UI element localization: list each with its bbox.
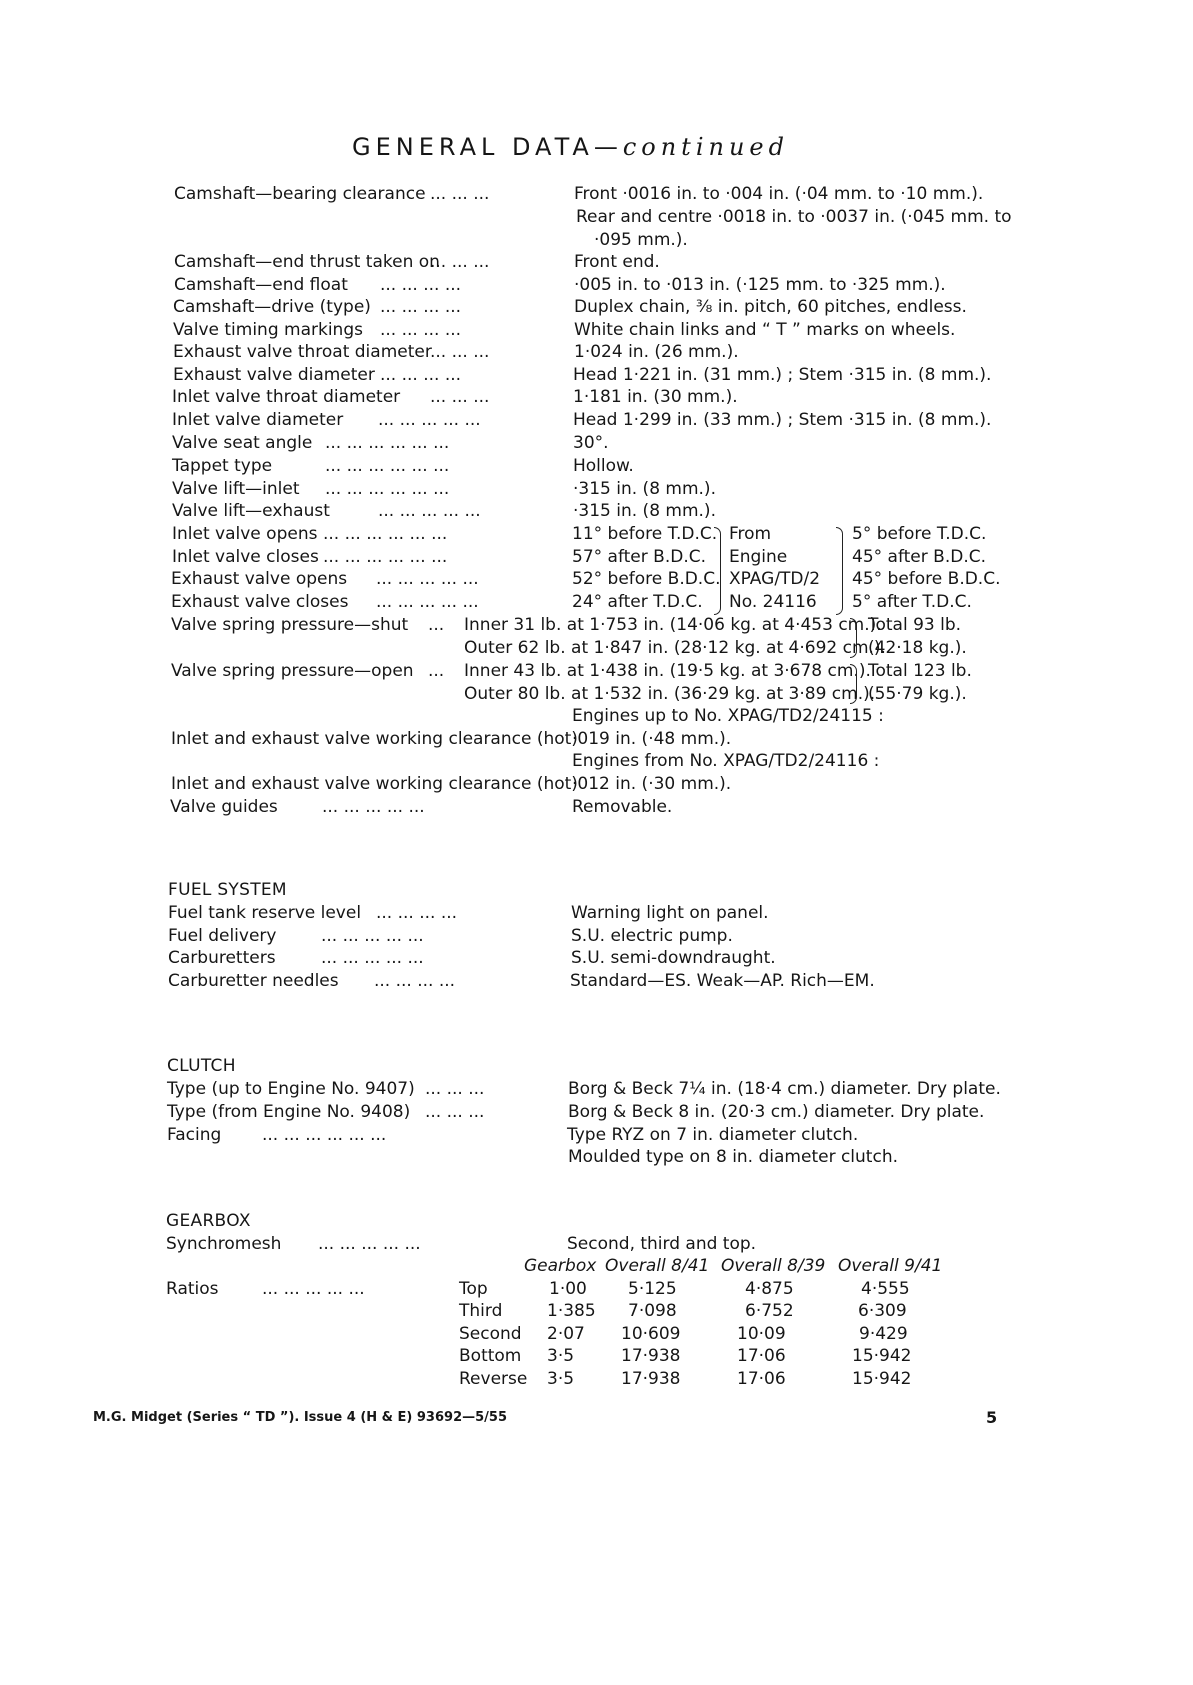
spring-open-inner: Inner 43 lb. at 1·438 in. (19·5 kg. at 3·678 cm.). — [464, 661, 871, 681]
inlet-diameter-label: Inlet valve diameter — [172, 410, 344, 430]
inlet-closes-value: 57° after B.D.C. — [572, 547, 706, 567]
clearance-value-2: ·012 in. (·30 mm.). — [572, 774, 732, 794]
fuel-reserve-value: Warning light on panel. — [571, 903, 769, 923]
exhaust-opens-value: 52° before B.D.C. — [572, 569, 721, 589]
ratio-cell: 2·07 — [547, 1324, 585, 1344]
leader-dots: ... ... ... ... ... ... — [325, 479, 450, 499]
gear-name: Reverse — [459, 1369, 528, 1389]
exhaust-diameter-value: Head 1·221 in. (31 mm.) ; Stem ·315 in. (8 mm.). — [573, 365, 992, 385]
exhaust-diameter-label: Exhaust valve diameter — [173, 365, 375, 385]
leader-dots: ... ... ... ... ... — [376, 592, 479, 612]
leader-dots: ... ... ... ... — [380, 297, 462, 317]
ratio-cell: 7·098 — [628, 1301, 677, 1321]
camshaft-bearing-value-line2: Rear and centre ·0018 in. to ·0037 in. (·045 mm. to — [576, 207, 1012, 227]
valve-timing-markings-label: Valve timing markings — [173, 320, 363, 340]
spring-shut-inner: Inner 31 lb. at 1·753 in. (14·06 kg. at 4·453 cm.). — [464, 615, 882, 635]
inlet-throat-label: Inlet valve throat diameter — [172, 387, 401, 407]
leader-dots: ... ... ... — [430, 387, 490, 407]
leader-dots: ... ... ... ... ... ... — [323, 547, 448, 567]
ratio-col-overall-8-39: Overall 8/39 — [721, 1256, 826, 1276]
timing-brace-left — [714, 527, 721, 615]
spring-shut-total-kg: (42·18 kg.). — [868, 638, 967, 658]
leader-dots: ... ... ... — [430, 342, 490, 362]
exhaust-opens-note: XPAG/TD/2 — [729, 569, 821, 589]
clutch-facing-label: Facing — [167, 1125, 222, 1145]
camshaft-bearing-value: Front ·0016 in. to ·004 in. (·04 mm. to ·10 mm.). — [574, 184, 984, 204]
camshaft-thrust-label: Camshaft—end thrust taken on — [174, 252, 440, 272]
inlet-closes-alt: 45° after B.D.C. — [852, 547, 986, 567]
camshaft-bearing-label: Camshaft—bearing clearance — [174, 184, 426, 204]
inlet-throat-value: 1·181 in. (30 mm.). — [573, 387, 738, 407]
leader-dots: ... ... ... ... — [374, 971, 456, 991]
clutch-type-late-value: Borg & Beck 8 in. (20·3 cm.) diameter. Dry plate. — [568, 1102, 985, 1122]
clearance-label-1: Inlet and exhaust valve working clearance (hot) — [171, 729, 578, 749]
synchromesh-label: Synchromesh — [166, 1234, 282, 1254]
inlet-opens-value: 11° before T.D.C. — [572, 524, 718, 544]
spring-shut-brace — [850, 618, 857, 658]
leader-dots: ... ... ... ... ... ... — [325, 433, 450, 453]
leader-dots: ... ... ... ... ... — [321, 926, 424, 946]
leader-dots: ... ... ... — [425, 1102, 485, 1122]
leader-dots: ... ... ... ... ... — [321, 948, 424, 968]
clearance-pre-note-1: Engines up to No. XPAG/TD2/24115 : — [572, 706, 884, 726]
leader-dots: ... ... ... — [430, 184, 490, 204]
spring-open-total: Total 123 lb. — [868, 661, 972, 681]
spring-open-brace — [850, 664, 857, 704]
clutch-heading: CLUTCH — [167, 1056, 236, 1076]
ratio-cell: 1·00 — [549, 1279, 587, 1299]
exhaust-closes-alt: 5° after T.D.C. — [852, 592, 972, 612]
gear-name: Second — [459, 1324, 522, 1344]
valve-seat-angle-value: 30°. — [573, 433, 609, 453]
ratio-cell: 4·555 — [861, 1279, 910, 1299]
valve-seat-angle-label: Valve seat angle — [172, 433, 313, 453]
leader-dots: ... ... ... ... ... — [378, 410, 481, 430]
inlet-opens-alt: 5° before T.D.C. — [852, 524, 987, 544]
clearance-pre-note-2: Engines from No. XPAG/TD2/24116 : — [572, 751, 880, 771]
tappet-type-label: Tappet type — [172, 456, 273, 476]
inlet-opens-label: Inlet valve opens — [172, 524, 318, 544]
ratio-col-overall-8-41: Overall 8/41 — [605, 1256, 710, 1276]
footer-publication-info: M.G. Midget (Series “ TD ”). Issue 4 (H & E) 93692—5/55 — [93, 1410, 507, 1425]
leader-dots: ... ... ... ... — [376, 903, 458, 923]
camshaft-drive-label: Camshaft—drive (type) — [173, 297, 371, 317]
leader-dots: ... ... ... ... ... — [318, 1234, 421, 1254]
clearance-label-2: Inlet and exhaust valve working clearance (hot) — [171, 774, 578, 794]
ratio-cell: 10·09 — [737, 1324, 786, 1344]
valve-lift-exhaust-value: ·315 in. (8 mm.). — [573, 501, 716, 521]
ratio-cell: 4·875 — [745, 1279, 794, 1299]
leader-dots: ... ... ... ... — [380, 365, 462, 385]
spring-shut-label: Valve spring pressure—shut — [171, 615, 409, 635]
ratio-cell: 6·752 — [745, 1301, 794, 1321]
ratio-cell: 15·942 — [852, 1369, 912, 1389]
valve-guides-label: Valve guides — [170, 797, 278, 817]
spring-open-label: Valve spring pressure—open — [171, 661, 414, 681]
clutch-facing-value: Type RYZ on 7 in. diameter clutch. — [567, 1125, 859, 1145]
ratio-col-gearbox: Gearbox — [524, 1256, 597, 1276]
leader-dots: ... ... ... ... ... — [322, 797, 425, 817]
ratio-col-overall-9-41: Overall 9/41 — [838, 1256, 943, 1276]
camshaft-drive-value: Duplex chain, ⅜ in. pitch, 60 pitches, endless. — [574, 297, 967, 317]
valve-lift-inlet-label: Valve lift—inlet — [172, 479, 300, 499]
carburetters-value: S.U. semi-downdraught. — [571, 948, 776, 968]
leader-dots: ... ... ... ... ... ... — [323, 524, 448, 544]
leader-dots: ... ... ... — [430, 252, 490, 272]
clutch-facing-value-line2: Moulded type on 8 in. diameter clutch. — [568, 1147, 898, 1167]
valve-lift-inlet-value: ·315 in. (8 mm.). — [573, 479, 716, 499]
title-suffix: continued — [622, 133, 789, 161]
ratio-cell: 9·429 — [859, 1324, 908, 1344]
exhaust-closes-label: Exhaust valve closes — [171, 592, 349, 612]
clutch-type-early-label: Type (up to Engine No. 9407) — [167, 1079, 415, 1099]
gearbox-heading: GEARBOX — [166, 1211, 251, 1231]
ratio-cell: 17·938 — [621, 1346, 681, 1366]
camshaft-thrust-value: Front end. — [574, 252, 660, 272]
spring-shut-total: Total 93 lb. — [868, 615, 962, 635]
leader-dots: ... ... ... — [425, 1079, 485, 1099]
gear-name: Bottom — [459, 1346, 522, 1366]
gear-name: Top — [459, 1279, 488, 1299]
gear-name: Third — [459, 1301, 503, 1321]
spring-shut-outer: Outer 62 lb. at 1·847 in. (28·12 kg. at 4·692 cm.). — [464, 638, 886, 658]
carburetter-needles-value: Standard—ES. Weak—AP. Rich—EM. — [570, 971, 875, 991]
camshaft-float-value: ·005 in. to ·013 in. (·125 mm. to ·325 mm.). — [574, 275, 946, 295]
fuel-delivery-label: Fuel delivery — [168, 926, 277, 946]
inlet-opens-note: From — [729, 524, 772, 544]
camshaft-float-label: Camshaft—end float — [174, 275, 348, 295]
ratio-cell: 6·309 — [858, 1301, 907, 1321]
exhaust-throat-value: 1·024 in. (26 mm.). — [574, 342, 739, 362]
clearance-value-1: ·019 in. (·48 mm.). — [572, 729, 732, 749]
leader-dots: ... ... ... ... ... — [376, 569, 479, 589]
exhaust-throat-label: Exhaust valve throat diameter — [173, 342, 432, 362]
ratio-cell: 5·125 — [628, 1279, 677, 1299]
fuel-reserve-label: Fuel tank reserve level — [168, 903, 362, 923]
page-title: GENERAL DATA—continued — [352, 133, 789, 161]
ratios-label: Ratios — [166, 1279, 219, 1299]
carburetter-needles-label: Carburetter needles — [168, 971, 339, 991]
clutch-type-late-label: Type (from Engine No. 9408) — [167, 1102, 411, 1122]
leader-dots: ... ... ... ... ... — [262, 1279, 365, 1299]
leader-dots: ... ... ... ... ... ... — [262, 1125, 387, 1145]
leader-dots: ... — [428, 615, 445, 635]
leader-dots: ... ... ... ... — [380, 275, 462, 295]
carburetters-label: Carburetters — [168, 948, 276, 968]
ratio-cell: 3·5 — [547, 1369, 575, 1389]
exhaust-closes-note: No. 24116 — [729, 592, 817, 612]
exhaust-opens-alt: 45° before B.D.C. — [852, 569, 1001, 589]
valve-lift-exhaust-label: Valve lift—exhaust — [172, 501, 330, 521]
exhaust-closes-value: 24° after T.D.C. — [572, 592, 703, 612]
exhaust-opens-label: Exhaust valve opens — [171, 569, 348, 589]
inlet-diameter-value: Head 1·299 in. (33 mm.) ; Stem ·315 in. (8 mm.). — [573, 410, 992, 430]
page-number: 5 — [986, 1408, 998, 1427]
ratio-cell: 3·5 — [547, 1346, 575, 1366]
fuel-system-heading: FUEL SYSTEM — [168, 880, 287, 900]
inlet-closes-note: Engine — [729, 547, 788, 567]
ratio-cell: 17·06 — [737, 1369, 786, 1389]
leader-dots: ... — [428, 661, 445, 681]
ratio-cell: 17·06 — [737, 1346, 786, 1366]
ratio-cell: 17·938 — [621, 1369, 681, 1389]
valve-timing-markings-value: White chain links and “ T ” marks on wheels. — [574, 320, 956, 340]
tappet-type-value: Hollow. — [573, 456, 634, 476]
clutch-type-early-value: Borg & Beck 7¼ in. (18·4 cm.) diameter. Dry plate. — [568, 1079, 1001, 1099]
valve-guides-value: Removable. — [572, 797, 673, 817]
fuel-delivery-value: S.U. electric pump. — [571, 926, 733, 946]
synchromesh-value: Second, third and top. — [567, 1234, 757, 1254]
inlet-closes-label: Inlet valve closes — [172, 547, 319, 567]
camshaft-bearing-value-line3: ·095 mm.). — [594, 230, 688, 250]
ratio-cell: 10·609 — [621, 1324, 681, 1344]
spring-open-total-kg: (55·79 kg.). — [868, 684, 967, 704]
leader-dots: ... ... ... ... — [380, 320, 462, 340]
ratio-cell: 15·942 — [852, 1346, 912, 1366]
leader-dots: ... ... ... ... ... — [378, 501, 481, 521]
timing-brace-right — [836, 527, 843, 615]
ratio-cell: 1·385 — [547, 1301, 596, 1321]
leader-dots: ... ... ... ... ... ... — [325, 456, 450, 476]
spring-open-outer: Outer 80 lb. at 1·532 in. (36·29 kg. at 3·89 cm.). — [464, 684, 876, 704]
